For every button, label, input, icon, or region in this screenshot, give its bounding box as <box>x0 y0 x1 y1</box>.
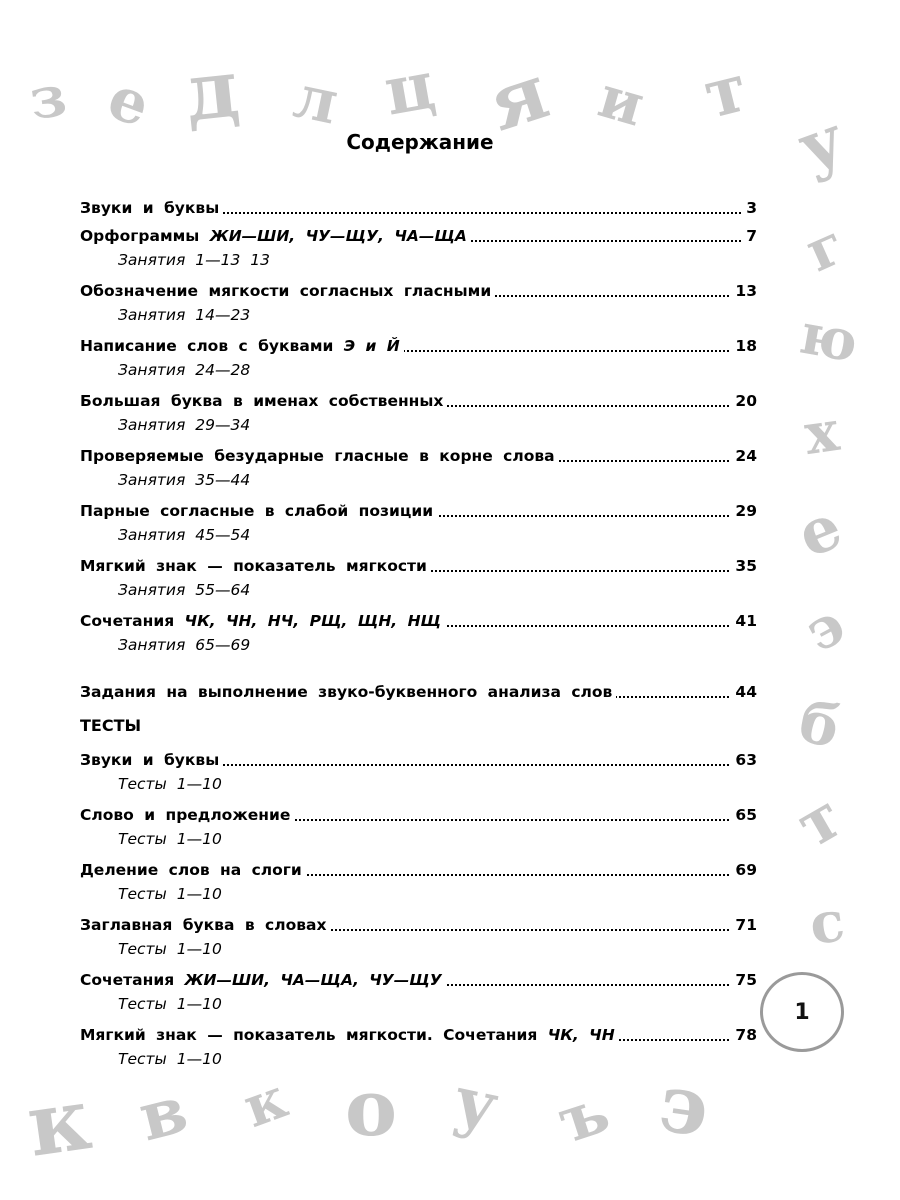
decor-letter: ю <box>794 300 863 376</box>
decor-letter: э <box>794 590 856 666</box>
decor-letter: т <box>696 48 755 134</box>
toc-entry-title: Сочетания ЖИ—ШИ, ЧА—ЩА, ЧУ—ЩУ <box>80 971 446 989</box>
toc-entry-page: 20 <box>731 389 757 413</box>
page-number-badge <box>760 972 844 1052</box>
toc-entry-title: Заглавная буква в словах <box>80 916 330 934</box>
decor-letter: г <box>796 210 855 286</box>
toc-entry-title: Парные согласные в слабой позиции <box>80 502 437 520</box>
tests-heading: ТЕСТЫ <box>80 716 142 735</box>
toc-entry-lessons: Занятия 35—44 <box>118 471 251 489</box>
toc-entry-title: Слово и предложение <box>80 806 294 824</box>
toc-entry-tests: Тесты 1—10 <box>118 830 222 848</box>
toc-entry[interactable] <box>80 968 757 992</box>
toc-entry[interactable] <box>80 389 757 413</box>
toc-entry-tests: Тесты 1—10 <box>118 995 222 1013</box>
toc-entry-title: Деление слов на слоги <box>80 861 306 879</box>
toc-entry-lessons: Занятия 29—34 <box>118 416 251 434</box>
toc-entry-lessons: Занятия 24—28 <box>118 361 251 379</box>
decor-letter: е <box>99 62 160 142</box>
decor-letter: з <box>25 62 71 134</box>
toc-entry-page: 35 <box>731 554 757 578</box>
table-of-contents <box>80 196 757 1078</box>
decor-letter: д <box>180 40 244 140</box>
toc-entry-lessons: Занятия 65—69 <box>118 636 251 654</box>
toc-entry[interactable] <box>80 196 757 220</box>
decor-letter: е <box>787 489 852 572</box>
toc-entry-page: 63 <box>731 748 757 772</box>
toc-entry-tests: Тесты 1—10 <box>118 775 222 793</box>
toc-entry-page: 13 <box>731 279 757 303</box>
toc-entry[interactable] <box>80 554 757 578</box>
toc-entry-page: 29 <box>731 499 757 523</box>
toc-entry[interactable] <box>80 913 757 937</box>
toc-entry-title: Задания на выполнение звуко-буквенного анализа слов <box>80 683 616 701</box>
toc-entry-title: Звуки и буквы <box>80 199 223 217</box>
page-title: Содержание <box>346 130 494 154</box>
decor-letter: э <box>653 1055 716 1155</box>
toc-entry-page: 75 <box>731 968 757 992</box>
toc-entry[interactable] <box>80 279 757 303</box>
toc-entry[interactable] <box>80 803 757 827</box>
toc-entry[interactable] <box>80 680 757 704</box>
toc-entry-page: 44 <box>731 680 757 704</box>
toc-entry-title: Сочетания ЧК, ЧН, НЧ, РЩ, ЩН, НЩ <box>80 612 445 630</box>
toc-entry-title: Проверяемые безударные гласные в корне слова <box>80 447 559 465</box>
toc-entry[interactable] <box>80 748 757 772</box>
toc-entry-page: 3 <box>742 196 757 220</box>
decor-letter: ъ <box>549 1073 618 1158</box>
toc-entry-page: 7 <box>742 224 757 248</box>
decor-letter: л <box>288 61 345 139</box>
toc-entry-page: 18 <box>731 334 757 358</box>
decor-letter: ц <box>378 45 441 131</box>
decor-letter: я <box>477 46 559 149</box>
toc-entry-lessons: Занятия 1—13 13 <box>118 251 270 269</box>
toc-entry[interactable] <box>80 609 757 633</box>
toc-entry-page: 24 <box>731 444 757 468</box>
toc-entry-title: Орфограммы ЖИ—ШИ, ЧУ—ЩУ, ЧА—ЩА <box>80 227 471 245</box>
decor-letter: в <box>131 1069 195 1157</box>
decor-letter: и <box>591 62 652 140</box>
toc-entry-title: Большая буква в именах собственных <box>80 392 447 410</box>
toc-entry-tests: Тесты 1—10 <box>118 885 222 903</box>
decor-letter: к <box>234 1065 296 1141</box>
toc-entry[interactable] <box>80 444 757 468</box>
toc-entry-tests: Тесты 1—10 <box>118 1050 222 1068</box>
toc-entry-page: 65 <box>731 803 757 827</box>
toc-entry-title: Мягкий знак — показатель мягкости. Сочетания ЧК, ЧН <box>80 1026 619 1044</box>
decor-letter: к <box>21 1068 97 1177</box>
toc-entry-page: 41 <box>731 609 757 633</box>
toc-entry[interactable] <box>80 858 757 882</box>
toc-entry[interactable] <box>80 334 757 358</box>
decor-letter: у <box>787 99 855 187</box>
toc-entry[interactable] <box>80 224 757 248</box>
toc-entry-title: Звуки и буквы <box>80 751 223 769</box>
toc-entry-page: 78 <box>731 1023 757 1047</box>
toc-entry[interactable] <box>80 1023 757 1047</box>
decor-letter: о <box>345 1063 398 1154</box>
page-number: 1 <box>794 999 810 1025</box>
decor-letter: у <box>447 1060 505 1146</box>
toc-entry-tests: Тесты 1—10 <box>118 940 222 958</box>
decor-letter: с <box>805 887 849 959</box>
toc-entry-page: 71 <box>731 913 757 937</box>
decor-letter: б <box>792 686 847 762</box>
toc-entry-page: 69 <box>731 858 757 882</box>
toc-entry-lessons: Занятия 55—64 <box>118 581 251 599</box>
toc-entry-lessons: Занятия 45—54 <box>118 526 251 544</box>
decor-letter: х <box>800 397 843 469</box>
toc-entry-lessons: Занятия 14—23 <box>118 306 251 324</box>
decor-letter: т <box>784 779 854 862</box>
toc-entry[interactable] <box>80 499 757 523</box>
toc-entry-title: Обозначение мягкости согласных гласными <box>80 282 495 300</box>
toc-entry-title: Написание слов с буквами Э и Й <box>80 337 404 355</box>
toc-entry-title: Мягкий знак — показатель мягкости <box>80 557 431 575</box>
